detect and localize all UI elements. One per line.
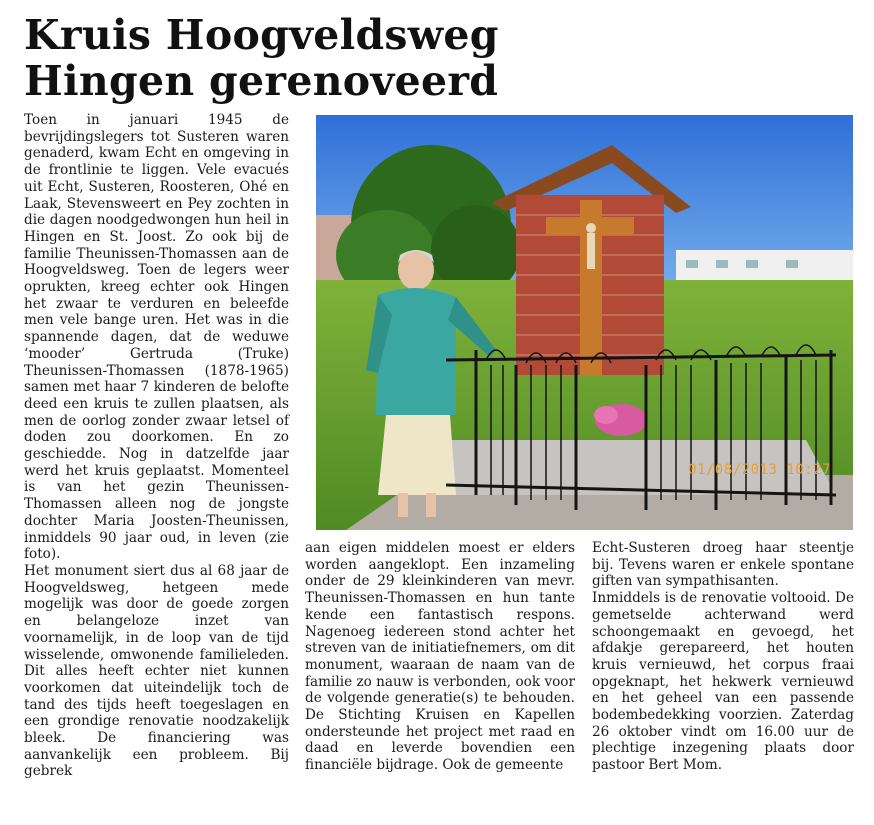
paragraph: aan eigen middelen moest er elders worden aangeklopt. Een inzameling onder de 29 kleinkinderen van mevr. Theunissen-Thomassen en hun tante kende een fantastisch respons. Nagenoeg iedereen stond achter het streven van de initiatiefnemers, om dit monument, waaraan de naam van de familie zo nauw is verbonden, ook voor de volgende generatie(s) te behouden. De Stichting Kruisen en Kapellen ondersteunde het project met raad en daad en leverde bovendien een financiële bijdrage. Ook de gemeente <box>305 540 575 774</box>
article-column-2 <box>305 540 575 774</box>
paragraph: Toen in januari 1945 de bevrijdingslegers tot Susteren waren genaderd, kwam Echt en omgeving in de frontlinie te liggen. Vele evacués uit Echt, Susteren, Roosteren, Ohé en Laak, Stevensweert en Pey zochten in die dagen noodgedwongen hun heil in Hingen en St. Joost. Zo ook bij de familie Theunissen-Thomassen aan de Hoogveldsweg. Toen de legers weer oprukten, kreeg echter ook Hingen het zwaar te verduren en beleefde men vele bange uren. Het was in die spannende dagen, dat de weduwe ‘mooder’ Gertruda (Truke) Theunissen-Thomassen (1878-1965) samen met haar 7 kinderen de belofte deed een kruis te zullen plaatsen, als men de oorlog zonder zwaar letsel of doden zou doorkomen. En zo geschiedde. Nog in datzelfde jaar werd het kruis geplaatst. Momenteel is van het gezin Theunissen-Thomassen alleen nog de jongste dochter Maria Joosten-Theunissen, inmiddels 90 jaar oud, in leven (zie foto). <box>24 112 289 563</box>
article-column-1 <box>24 112 289 780</box>
headline-line-1: Kruis Hoogveldsweg <box>24 11 499 59</box>
article-column-3 <box>592 540 854 774</box>
article-headline <box>24 12 724 104</box>
wayside-cross-photo <box>316 115 853 530</box>
paragraph: Echt-Susteren droeg haar steentje bij. Tevens waren er enkele spontane giften van sympathisanten. <box>592 540 854 590</box>
photo-timestamp: 01/08/2013 10:27 <box>688 462 831 478</box>
paragraph: Het monument siert dus al 68 jaar de Hoogveldsweg, hetgeen mede mogelijk was door de goede zorgen en belangeloze inzet van voornamelijk, in de loop van de tijd wisselende, omwonende familieleden. Dit alles heeft echter niet kunnen voorkomen dat uiteindelijk toch de tand des tijds heeft toegeslagen en een grondige renovatie noodzakelijk bleek. De financiering was aanvankelijk een probleem. Bij gebrek <box>24 562 289 780</box>
paragraph: Inmiddels is de renovatie voltooid. De gemetselde achterwand werd schoongemaakt en gevoegd, het afdakje gerepareerd, het houten kruis vernieuwd, het corpus fraai opgeknapt, het hekwerk vernieuwd en het geheel van een passende bodembedekking voorzien. Zaterdag 26 oktober vindt om 16.00 uur de plechtige inzegening plaats door pastoor Bert Mom. <box>592 590 854 774</box>
headline-line-2: Hingen gerenoveerd <box>24 57 499 105</box>
